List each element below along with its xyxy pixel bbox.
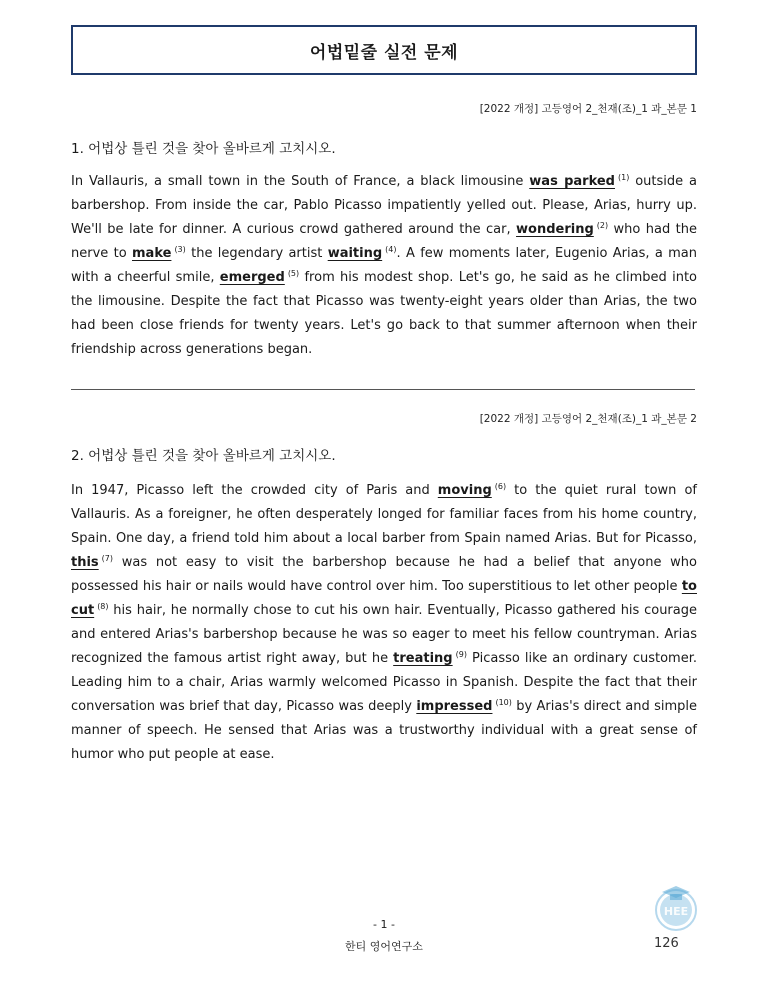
passage-text: to the quiet rural town of Vallauris. As a foreigner, he often desperately longed for familiar faces from his home country, Spain. One day, a friend told him about a local barber from Spain named Arias. But for Picasso, (71, 483, 697, 546)
footer-code: 126 (654, 936, 679, 951)
logo-text: HEE (663, 905, 689, 918)
divider (71, 389, 695, 390)
underlined-answer: wondering (516, 222, 594, 237)
underlined-answer: was parked (529, 174, 615, 189)
answer-number: (9) (455, 649, 467, 659)
passage-text: his hair, he normally chose to cut his own hair. Eventually, Picasso gathered his courage and entered Arias's barbershop because he was so eager to meet his fellow countryman. Arias recognized the famous artist right away, but he (71, 603, 697, 666)
passage-2 (71, 479, 697, 767)
answer-number: (5) (287, 268, 300, 278)
passage-text: who had the nerve to (71, 222, 697, 261)
answer-number: (1) (618, 172, 630, 182)
underlined-answer: emerged (219, 270, 285, 285)
footer-org: 한티 영어연구소 (345, 940, 423, 953)
answer-number: (10) (495, 697, 512, 707)
answer-number: (3) (174, 244, 186, 254)
underlined-answer: make (132, 246, 172, 261)
answer-number: (7) (101, 553, 114, 563)
answer-number: (2) (596, 220, 609, 230)
question-title-1: 1. 어법상 틀린 것을 찾아 올바르게 고치시오. (71, 141, 336, 157)
page-number: - 1 - (373, 918, 395, 931)
underlined-answer: moving (437, 483, 492, 498)
underlined-answer: treating (393, 651, 453, 666)
passage-1 (71, 170, 697, 362)
question-title-2: 2. 어법상 틀린 것을 찾아 올바르게 고치시오. (71, 448, 336, 464)
graduation-cap-logo-icon (648, 878, 704, 934)
answer-number: (4) (385, 244, 397, 254)
passage-text: outside a barbershop. From inside the car, Pablo Picasso impatiently yelled out. Please, Arias, hurry up. We'll be late for dinner. A curious crowd gathered around the car, (71, 174, 698, 237)
page-title: 어법밑줄 실전 문제 (309, 42, 459, 63)
title-box (71, 25, 697, 75)
source-label-1: [2022 개정] 고등영어 2_천재(조)_1 과_본문 1 (479, 103, 697, 115)
passage-text: from his modest shop. Let's go, he said as he climbed into the limousine. Despite the fact that Picasso was twenty-eight years older than Arias, the two had been close friends for twenty years. Let's go back to that summer afternoon when their friendship across generations began. (71, 270, 697, 357)
passage-text: the legendary artist (185, 246, 328, 261)
passage-text: . A few moments later, Eugenio Arias, a man with a cheerful smile, (71, 246, 697, 285)
source-label-2: [2022 개정] 고등영어 2_천재(조)_1 과_본문 2 (479, 413, 697, 425)
answer-number: (8) (97, 601, 109, 611)
answer-number: (6) (494, 481, 507, 491)
passage-text: In 1947, Picasso left the crowded city of Paris and (71, 483, 438, 498)
passage-text: In Vallauris, a small town in the South of France, a black limousine (71, 174, 530, 189)
passage-text: Picasso like an ordinary customer. Leading him to a chair, Arias warmly welcomed Picasso in Spanish. Despite the fact that their conversation was brief that day, Picasso was deeply (71, 651, 697, 714)
underlined-answer: this (71, 555, 99, 570)
underlined-answer: impressed (416, 699, 493, 714)
underlined-answer: to cut (71, 579, 697, 618)
underlined-answer: waiting (327, 246, 383, 261)
passage-text: was not easy to visit the barbershop because he had a belief that anyone who possessed his hair or nails would have control over him. Too superstitious to let other people (71, 555, 697, 594)
passage-text: by Arias's direct and simple manner of speech. He sensed that Arias was a trustworthy individual with a great sense of humor who put people at ease. (71, 699, 697, 762)
